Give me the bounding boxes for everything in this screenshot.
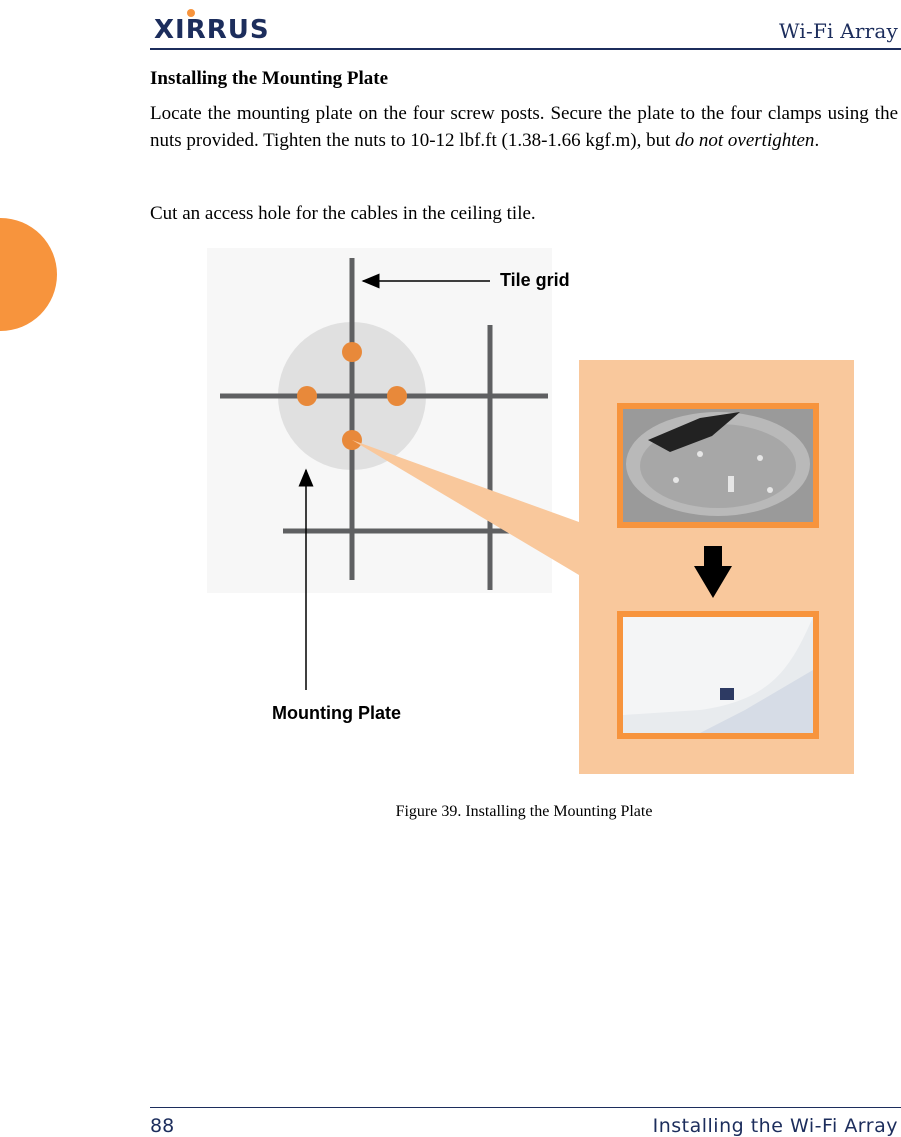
screw-post-dot xyxy=(342,342,362,362)
para1-end: . xyxy=(814,130,820,151)
photo-plate-hole xyxy=(767,487,773,493)
instructions-paragraph xyxy=(150,100,898,154)
photo-plate-hole xyxy=(697,451,703,457)
section-title: Installing the Mounting Plate xyxy=(150,68,389,89)
photo-plate-slot xyxy=(728,476,734,492)
para1-emphasis: do not overtighten xyxy=(675,130,815,151)
photo-plate-hole xyxy=(757,455,763,461)
figure-caption: Figure 39. Installing the Mounting Plate xyxy=(395,803,653,820)
screw-post-dot xyxy=(387,386,407,406)
tile-grid-label: Tile grid xyxy=(500,270,570,290)
logo-text: XIRRUS xyxy=(154,15,270,42)
para1-start: Locate the mounting plate on the four screw posts. Secure the plate to the four clamps using the nuts provided. Tighten the nuts to 10-12 lbf.ft (1.38-1.66 kgf.m), but xyxy=(150,103,898,151)
photo-installed-connector xyxy=(720,688,734,700)
footer-rule xyxy=(150,1107,901,1108)
cut-hole-paragraph: Cut an access hole for the cables in the ceiling tile. xyxy=(150,203,536,224)
xirrus-logo xyxy=(152,8,304,42)
header-rule xyxy=(150,48,901,50)
mounting-plate-figure xyxy=(0,240,901,790)
mounting-plate-label: Mounting Plate xyxy=(272,703,401,723)
screw-post-dot xyxy=(297,386,317,406)
photo-plate-hole xyxy=(673,477,679,483)
footer-title: Installing the Wi-Fi Array xyxy=(652,1115,898,1137)
header-title: Wi-Fi Array xyxy=(779,19,898,43)
page-number: 88 xyxy=(150,1115,175,1137)
